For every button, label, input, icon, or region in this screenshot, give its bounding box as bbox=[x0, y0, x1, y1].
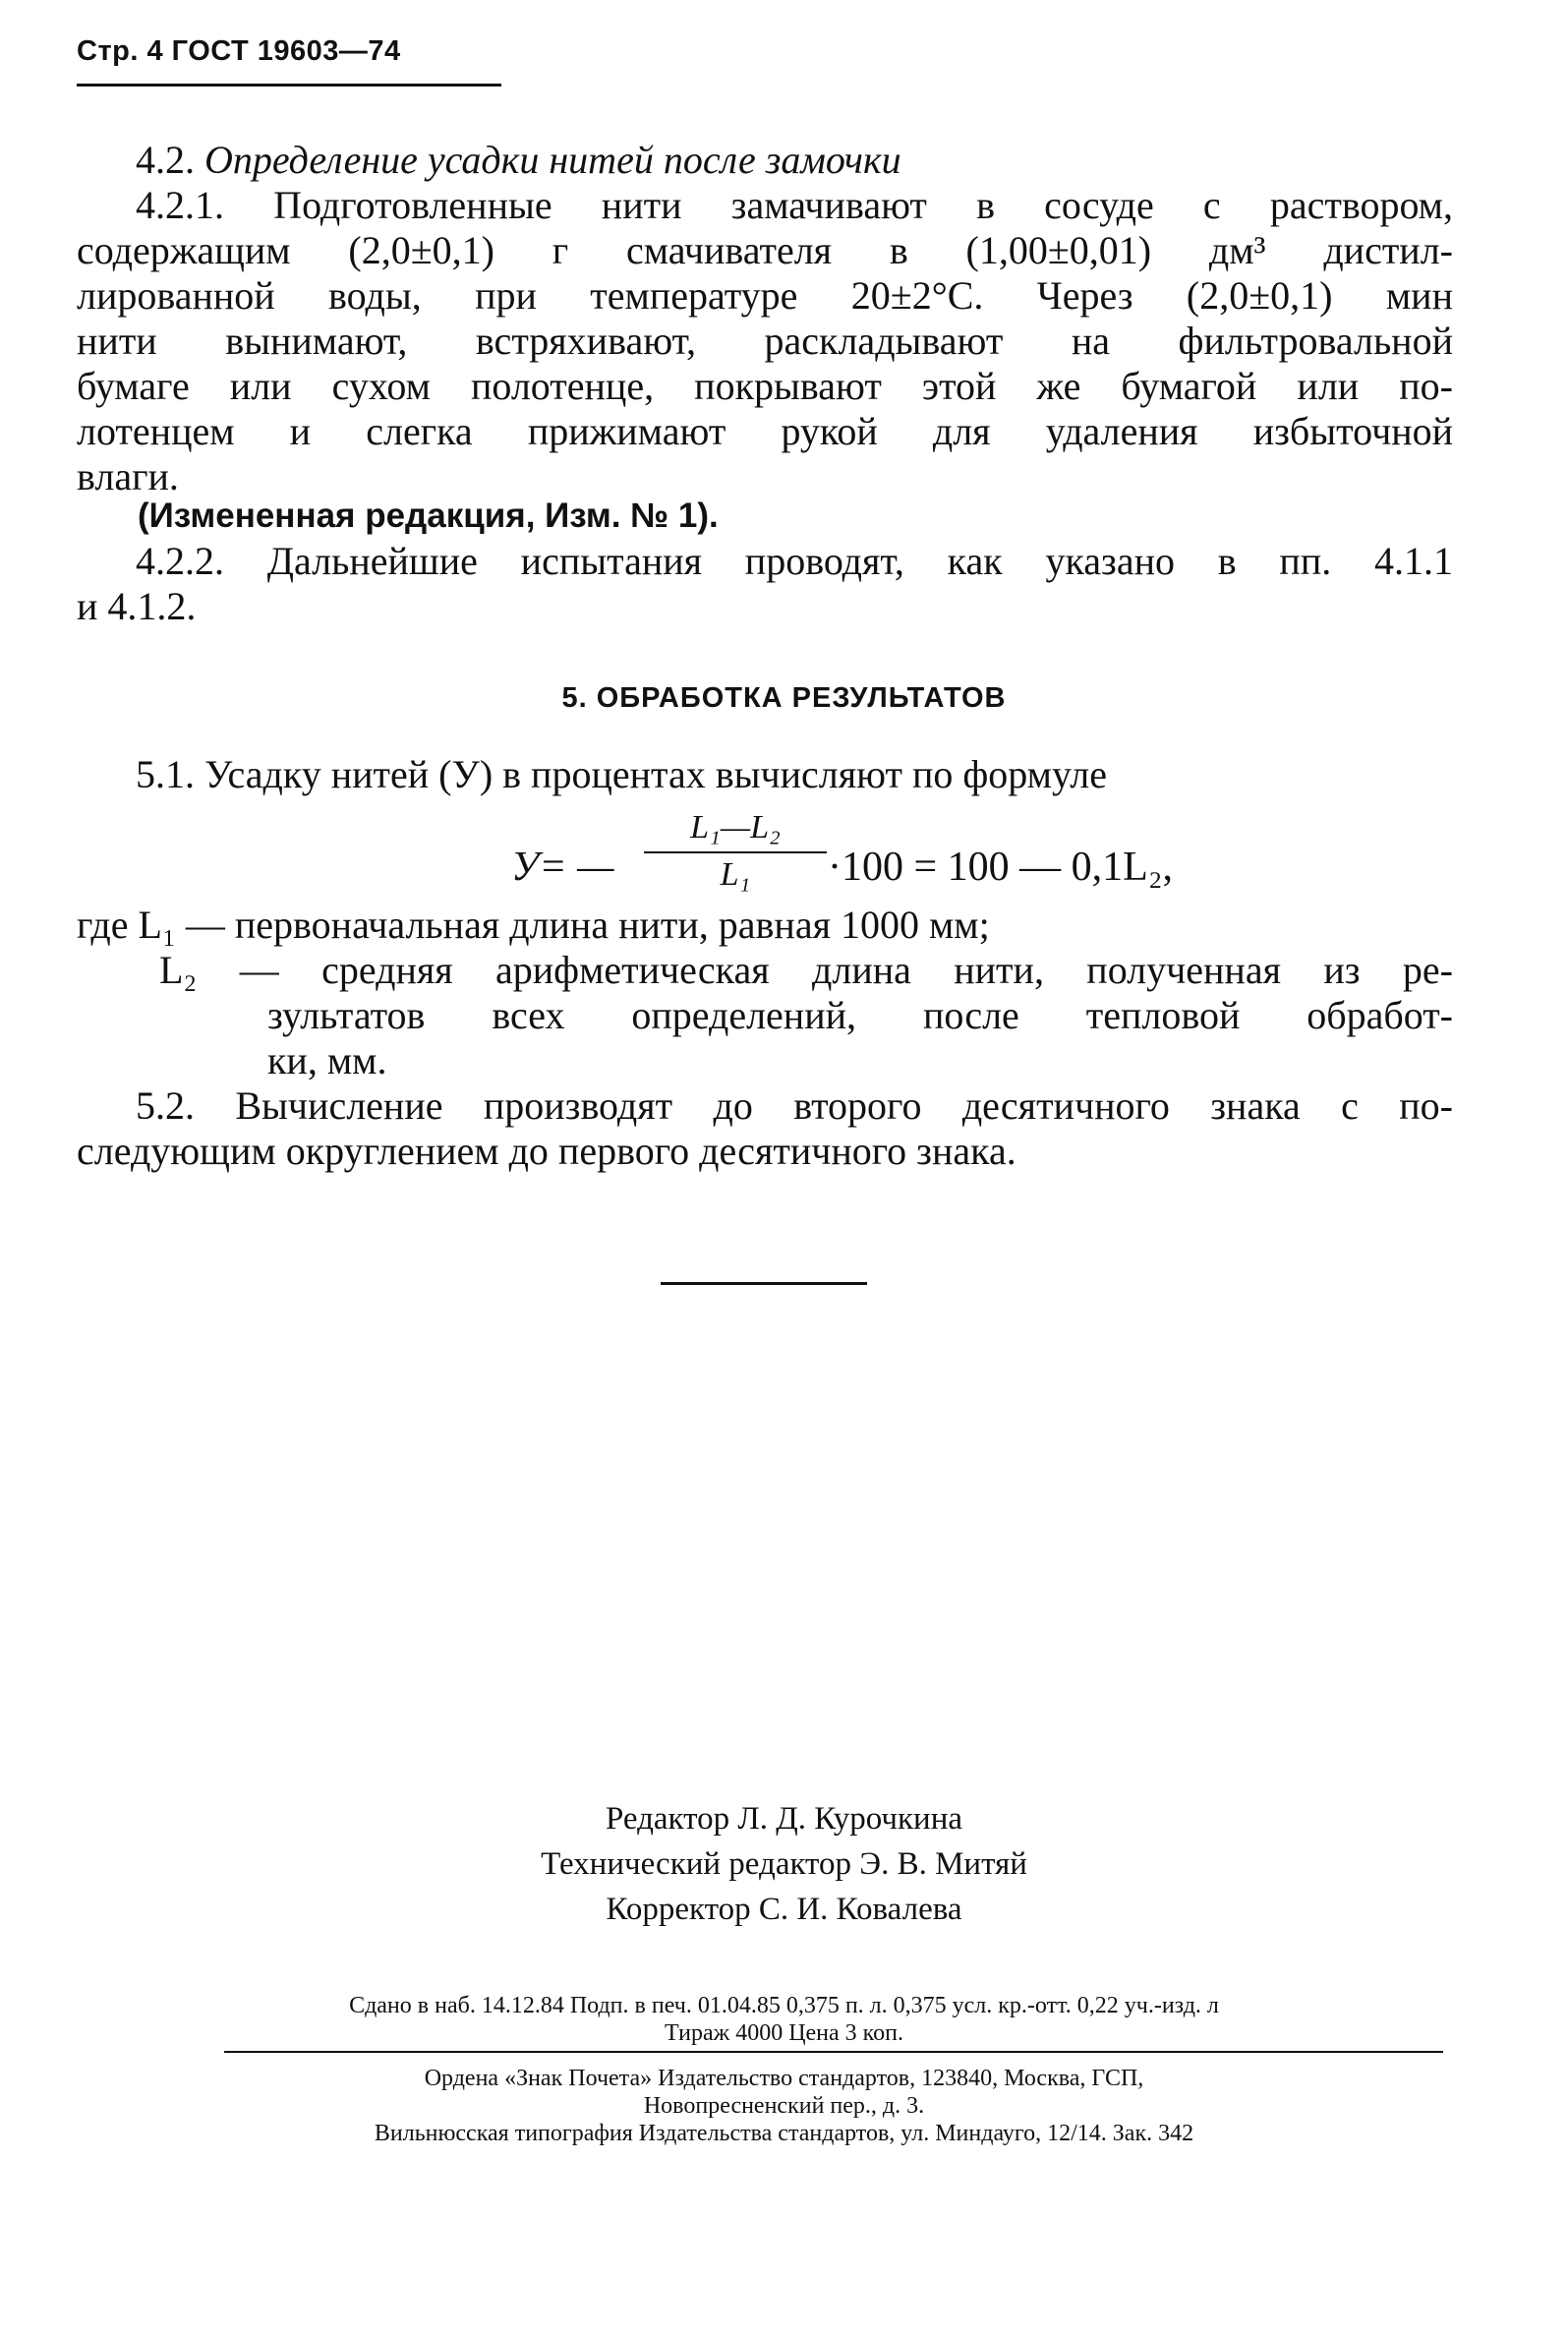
amendment-note: (Измененная редакция, Изм. № 1). bbox=[138, 496, 719, 535]
p52-line-1: 5.2. Вычисление производят до второго десятичного знака с по- bbox=[136, 1083, 1453, 1128]
page-header: Стр. 4 ГОСТ 19603—74 bbox=[77, 35, 401, 67]
p422-line-2: и 4.1.2. bbox=[77, 584, 197, 628]
formula-numerator: L₁—L₂ bbox=[690, 809, 781, 846]
where-line-3: зультатов всех определений, после тепловой обработ- bbox=[267, 993, 1453, 1037]
section-4-2-title-text: Определение усадки нитей после замочки bbox=[204, 138, 901, 182]
header-rule bbox=[77, 84, 501, 87]
credit-tech-editor: Технический редактор Э. В. Митяй bbox=[541, 1846, 1027, 1882]
formula-denominator: L₁ bbox=[720, 856, 751, 893]
p52-line-2: следующим округлением до первого десятичного знака. bbox=[77, 1129, 1016, 1173]
p422-line-1: 4.2.2. Дальнейшие испытания проводят, как указано в пп. 4.1.1 bbox=[136, 539, 1453, 583]
p421-line-2: содержащим (2,0±0,1) г смачивателя в (1,00±0,01) дм³ дистил- bbox=[77, 228, 1453, 272]
credit-editor: Редактор Л. Д. Курочкина bbox=[605, 1801, 963, 1837]
imprint-rule bbox=[224, 2051, 1443, 2053]
p421-line-1: 4.2.1. Подготовленные нити замачивают в сосуде с раствором, bbox=[136, 183, 1453, 227]
section-5-heading: 5. ОБРАБОТКА РЕЗУЛЬТАТОВ bbox=[561, 682, 1007, 714]
imprint-line-5: Вильнюсская типография Издательства стандартов, ул. Миндауго, 12/14. Зак. 342 bbox=[374, 2121, 1194, 2146]
p421-line-3: лированной воды, при температуре 20±2°С. Через (2,0±0,1) мин bbox=[77, 273, 1453, 318]
imprint-line-1: Сдано в наб. 14.12.84 Подп. в печ. 01.04.85 0,375 п. л. 0,375 усл. кр.-отт. 0,22 уч.-изд. л bbox=[349, 1993, 1219, 2018]
p51-text: 5.1. Усадку нитей (У) в процентах вычисляют по формуле bbox=[136, 752, 1107, 796]
formula-rhs: ·100 = 100 — 0,1L₂, bbox=[828, 845, 1173, 890]
shrinkage-formula bbox=[511, 808, 1258, 916]
where-line-4: ки, мм. bbox=[267, 1038, 387, 1082]
where-line-1: где L₁ — первоначальная длина нити, равная 1000 мм; bbox=[77, 903, 990, 947]
p421-line-6: лотенцем и слегка прижимают рукой для удаления избыточной bbox=[77, 409, 1453, 453]
p421-line-7: влаги. bbox=[77, 454, 179, 498]
credit-corrector: Корректор С. И. Ковалева bbox=[606, 1892, 962, 1927]
imprint-line-4: Новопресненский пер., д. 3. bbox=[643, 2093, 925, 2119]
where-line-2: L₂ — средняя арифметическая длина нити, полученная из ре- bbox=[159, 948, 1453, 992]
imprint-line-3: Ордена «Знак Почета» Издательство стандартов, 123840, Москва, ГСП, bbox=[424, 2066, 1144, 2091]
section-4-2-number: 4.2. bbox=[136, 138, 195, 182]
p421-line-4: нити вынимают, встряхивают, раскладывают на фильтровальной bbox=[77, 319, 1453, 363]
separator-rule bbox=[661, 1282, 867, 1285]
fraction-bar bbox=[644, 851, 827, 853]
p421-line-5: бумаге или сухом полотенце, покрывают этой же бумагой или по- bbox=[77, 364, 1453, 408]
formula-fraction bbox=[644, 808, 827, 895]
section-4-2-title bbox=[136, 138, 901, 183]
formula-lhs: У= — bbox=[511, 845, 614, 890]
imprint-line-2: Тираж 4000 Цена 3 коп. bbox=[665, 2020, 903, 2046]
